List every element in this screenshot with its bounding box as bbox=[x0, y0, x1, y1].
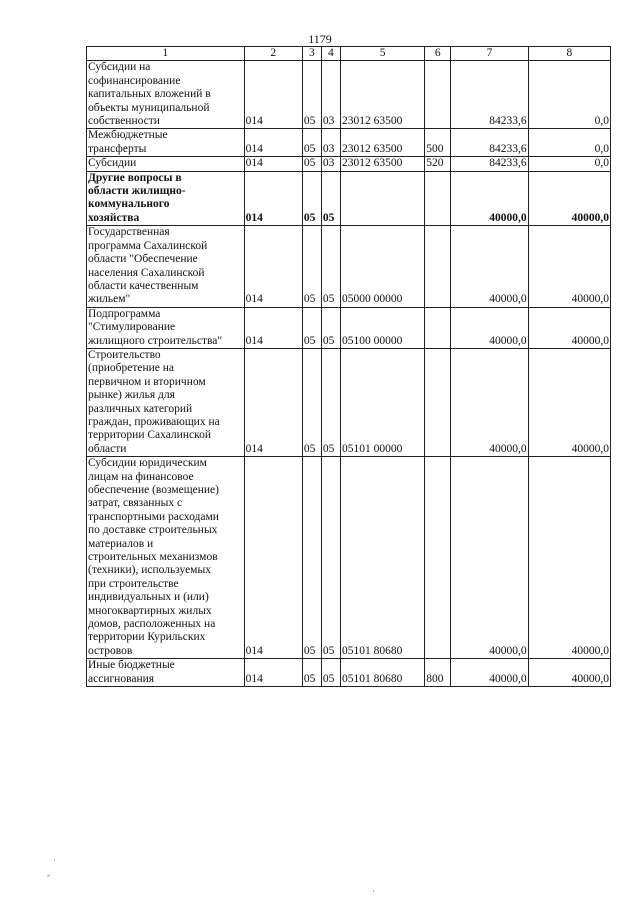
table-row bbox=[87, 659, 611, 687]
table-row bbox=[87, 307, 611, 348]
scan-speck: · bbox=[53, 855, 56, 865]
row-name-cell: Государственная программа Сахалинской области "Обеспечение населения Сахалинской области качественным жильем" bbox=[87, 226, 245, 307]
amount-2-cell: 0,0 bbox=[528, 129, 610, 157]
amount-2-cell: 0,0 bbox=[528, 157, 610, 171]
page-number: 1179 bbox=[308, 32, 332, 46]
row-name-cell: Иные бюджетные ассигнования bbox=[87, 659, 245, 687]
amount-1-cell: 40000,0 bbox=[451, 307, 528, 348]
amount-2-cell: 40000,0 bbox=[528, 226, 610, 307]
target-article-cell: 05101 80680 bbox=[340, 659, 424, 687]
target-article-cell: 23012 63500 bbox=[340, 61, 424, 129]
budget-table bbox=[86, 46, 611, 687]
amount-1-cell: 40000,0 bbox=[451, 348, 528, 456]
subsection-cell: 05 bbox=[321, 307, 340, 348]
amount-1-cell: 40000,0 bbox=[451, 659, 528, 687]
amount-2-cell: 40000,0 bbox=[528, 171, 610, 226]
subsection-cell: 05 bbox=[321, 457, 340, 659]
row-name-cell: Строительство (приобретение на первичном и вторичном рынке) жилья для различных категорий граждан, проживающих на территории Сахалинской области bbox=[87, 348, 245, 456]
scan-speck: - bbox=[47, 870, 50, 880]
amount-2-cell: 40000,0 bbox=[528, 659, 610, 687]
row-name-cell: Другие вопросы в области жилищно- коммунального хозяйства bbox=[87, 171, 245, 226]
subsection-cell: 05 bbox=[321, 659, 340, 687]
table-row bbox=[87, 61, 611, 129]
table-row bbox=[87, 129, 611, 157]
section-cell: 05 bbox=[302, 171, 321, 226]
grbs-cell: 014 bbox=[244, 659, 302, 687]
expense-type-cell: 800 bbox=[425, 659, 451, 687]
target-article-cell: 05100 00000 bbox=[340, 307, 424, 348]
table-row bbox=[87, 226, 611, 307]
table-row bbox=[87, 457, 611, 659]
header-cell: 7 bbox=[451, 47, 528, 61]
subsection-cell: 05 bbox=[321, 348, 340, 456]
section-cell: 05 bbox=[302, 129, 321, 157]
expense-type-cell bbox=[425, 61, 451, 129]
grbs-cell: 014 bbox=[244, 226, 302, 307]
grbs-cell: 014 bbox=[244, 348, 302, 456]
table-row bbox=[87, 348, 611, 456]
section-cell: 05 bbox=[302, 348, 321, 456]
section-cell: 05 bbox=[302, 307, 321, 348]
amount-1-cell: 84233,6 bbox=[451, 157, 528, 171]
row-name-cell: Субсидии bbox=[87, 157, 245, 171]
target-article-cell: 05101 00000 bbox=[340, 348, 424, 456]
target-article-cell: 05000 00000 bbox=[340, 226, 424, 307]
subsection-cell: 03 bbox=[321, 157, 340, 171]
target-article-cell: 05101 80680 bbox=[340, 457, 424, 659]
expense-type-cell: 500 bbox=[425, 129, 451, 157]
row-name-cell: Подпрограмма "Стимулирование жилищного строительства" bbox=[87, 307, 245, 348]
target-article-cell bbox=[340, 171, 424, 226]
grbs-cell: 014 bbox=[244, 307, 302, 348]
table-row bbox=[87, 157, 611, 171]
expense-type-cell bbox=[425, 307, 451, 348]
expense-type-cell bbox=[425, 457, 451, 659]
expense-type-cell: 520 bbox=[425, 157, 451, 171]
subsection-cell: 05 bbox=[321, 171, 340, 226]
subsection-cell: 05 bbox=[321, 226, 340, 307]
row-name-cell: Субсидии юридическим лицам на финансовое обеспечение (возмещение) затрат, связанных с транспортными расходами по доставке строительных материалов и строительных механизмов (техники), используемых при строительстве индивидуальных и (или) многоквартирных жилых домов, расположенных на территории Курильских островов bbox=[87, 457, 245, 659]
expense-type-cell bbox=[425, 348, 451, 456]
header-cell: 5 bbox=[340, 47, 424, 61]
table-body bbox=[87, 61, 611, 687]
amount-1-cell: 84233,6 bbox=[451, 61, 528, 129]
amount-1-cell: 40000,0 bbox=[451, 457, 528, 659]
header-cell: 4 bbox=[321, 47, 340, 61]
grbs-cell: 014 bbox=[244, 157, 302, 171]
amount-1-cell: 84233,6 bbox=[451, 129, 528, 157]
section-cell: 05 bbox=[302, 457, 321, 659]
grbs-cell: 014 bbox=[244, 457, 302, 659]
target-article-cell: 23012 63500 bbox=[340, 129, 424, 157]
amount-2-cell: 40000,0 bbox=[528, 457, 610, 659]
header-cell: 3 bbox=[302, 47, 321, 61]
row-name-cell: Межбюджетные трансферты bbox=[87, 129, 245, 157]
subsection-cell: 03 bbox=[321, 61, 340, 129]
scan-speck: · bbox=[372, 886, 375, 896]
amount-1-cell: 40000,0 bbox=[451, 171, 528, 226]
subsection-cell: 03 bbox=[321, 129, 340, 157]
grbs-cell: 014 bbox=[244, 129, 302, 157]
amount-2-cell: 40000,0 bbox=[528, 348, 610, 456]
amount-1-cell: 40000,0 bbox=[451, 226, 528, 307]
section-cell: 05 bbox=[302, 61, 321, 129]
amount-2-cell: 0,0 bbox=[528, 61, 610, 129]
section-cell: 05 bbox=[302, 659, 321, 687]
table-row bbox=[87, 171, 611, 226]
grbs-cell: 014 bbox=[244, 171, 302, 226]
header-cell: 2 bbox=[244, 47, 302, 61]
expense-type-cell bbox=[425, 171, 451, 226]
header-cell: 1 bbox=[87, 47, 245, 61]
section-cell: 05 bbox=[302, 157, 321, 171]
header-cell: 6 bbox=[425, 47, 451, 61]
section-cell: 05 bbox=[302, 226, 321, 307]
target-article-cell: 23012 63500 bbox=[340, 157, 424, 171]
row-name-cell: Субсидии на софинансирование капитальных вложений в объекты муниципальной собственности bbox=[87, 61, 245, 129]
header-cell: 8 bbox=[528, 47, 610, 61]
grbs-cell: 014 bbox=[244, 61, 302, 129]
amount-2-cell: 40000,0 bbox=[528, 307, 610, 348]
expense-type-cell bbox=[425, 226, 451, 307]
header-row bbox=[87, 47, 611, 61]
